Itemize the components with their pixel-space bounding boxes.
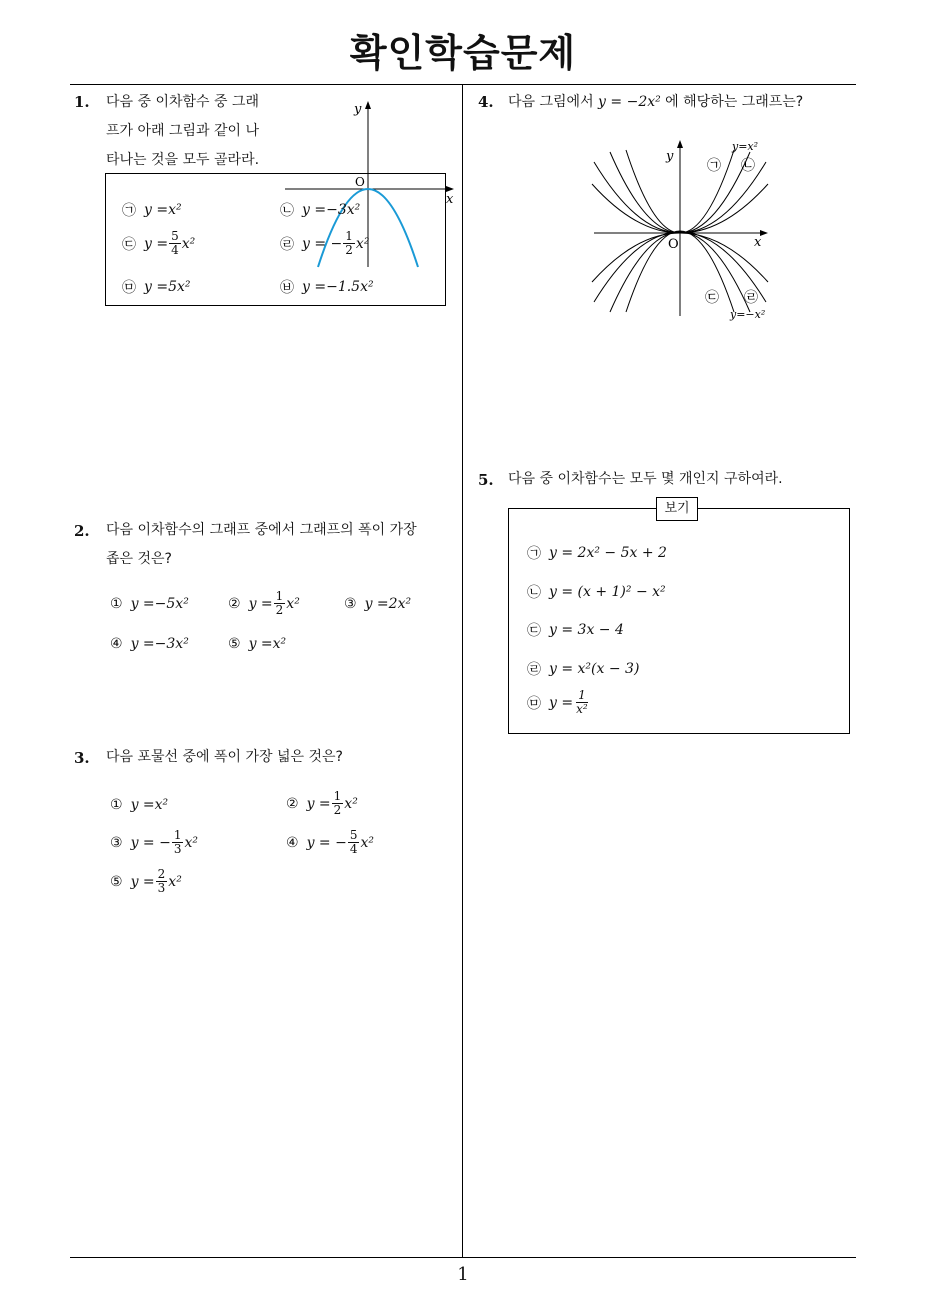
q3-option-1: ① y = x²: [110, 797, 169, 813]
q4-label-b: ㉡: [741, 158, 755, 174]
q1-option-f: ㉥ y = −1.5 x²: [280, 279, 374, 296]
page-title: 확인학습문제: [349, 31, 577, 75]
q4-label-c: ㉢: [705, 290, 719, 306]
q3-option-2: ② y = $\frac{1}{2}$ x²: [286, 789, 358, 817]
q2-option-5: ⑤ y = x²: [228, 636, 287, 652]
q5-option-d: ㉣ y = x²(x − 3): [527, 661, 640, 678]
question-5-number: 5.: [478, 471, 494, 489]
question-2-text: 다음 이차함수의 그래프 중에서 그래프의 폭이 가장 좁은 것은?: [106, 522, 417, 567]
page-number: 1: [457, 1264, 469, 1285]
q1-option-e: ㉤ y = 5 x²: [122, 279, 191, 296]
q2-option-3: ③ y = 2 x²: [344, 596, 412, 612]
question-4-graph: [590, 132, 790, 324]
q5-option-e: ㉤ y = $\frac{1}{\text{x²}}$: [527, 688, 588, 716]
question-2-number: 2.: [74, 522, 90, 540]
q4-origin-label: O: [668, 237, 679, 252]
question-3-number: 3.: [74, 749, 90, 767]
q3-option-3: ③ y = − $\frac{1}{3}$ x²: [110, 828, 198, 856]
bogi-label: 보기: [656, 497, 698, 521]
question-1-text: 다음 중 이차함수 중 그래 프가 아래 그림과 같이 나 타나는 것을 모두 골라라.: [106, 94, 260, 168]
q2-option-4: ④ y = −3 x²: [110, 636, 189, 652]
q4-bottom-curve-label: y=−x²: [730, 308, 766, 321]
q1-option-a: ㉠ y = x²: [122, 202, 182, 219]
q2-option-1: ① y = −5 x²: [110, 596, 189, 612]
question-4-text: 다음 그림에서 y = −2x² 에 해당하는 그래프는?: [508, 94, 804, 110]
q4-top-curve-label: y=x²: [732, 140, 759, 153]
question-5-text: 다음 중 이차함수는 모두 몇 개인지 구하여라.: [508, 471, 783, 487]
q1-origin-label: O: [355, 175, 365, 189]
q1-x-axis-label: x: [446, 192, 454, 207]
bottom-rule: [70, 1257, 856, 1258]
q1-option-d: ㉣ y = − $\frac{1}{2}$ x²: [280, 229, 370, 257]
q1-option-c: ㉢ y = $\frac{5}{4}$ x²: [122, 229, 196, 257]
q1-option-b: ㉡ y = −3 x²: [280, 202, 361, 219]
q4-y-axis-label: y: [666, 149, 674, 164]
q3-option-4: ④ y = − $\frac{5}{4}$ x²: [286, 828, 374, 856]
q4-x-axis-label: x: [754, 235, 762, 250]
q5-option-c: ㉢ y = 3x − 4: [527, 622, 624, 639]
column-divider: [462, 84, 463, 1258]
q5-option-a: ㉠ y = 2x² − 5x + 2: [527, 545, 667, 562]
q3-option-5: ⑤ y = $\frac{2}{3}$ x²: [110, 867, 182, 895]
top-rule: [70, 84, 856, 85]
question-1-number: 1.: [74, 93, 90, 111]
q4-label-d: ㉣: [744, 290, 758, 306]
question-3-text: 다음 포물선 중에 폭이 가장 넓은 것은?: [106, 749, 343, 765]
q1-y-axis-label: y: [354, 102, 362, 117]
question-4-number: 4.: [478, 93, 494, 111]
q5-option-b: ㉡ y = (x + 1)² − x²: [527, 584, 666, 601]
q2-option-2: ② y = $\frac{1}{2}$ x²: [228, 589, 300, 617]
q4-label-a: ㉠: [707, 158, 721, 174]
